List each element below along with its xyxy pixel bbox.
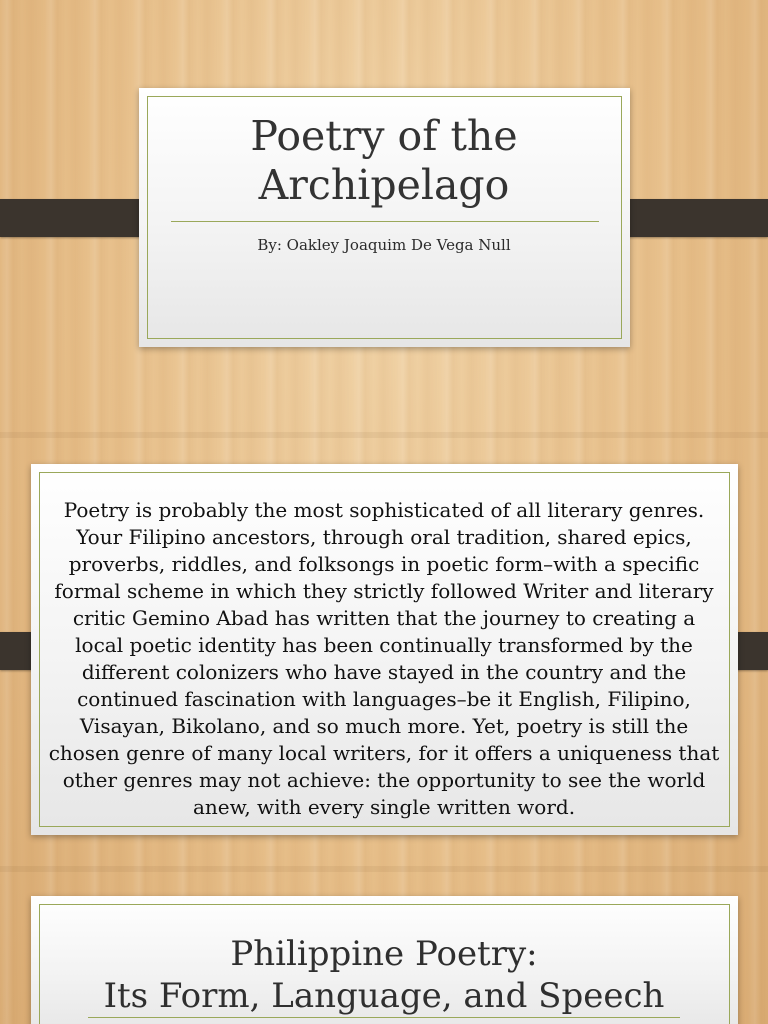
title-line-1: Poetry of the [250, 112, 518, 160]
section-title [0, 933, 768, 1017]
section-title-line-1: Philippine Poetry: [230, 934, 538, 974]
author-byline: By: Oakley Joaquim De Vega Null [257, 236, 511, 254]
body-paragraph: Poetry is probably the most sophisticated of all literary genres. Your Filipino ancestors, through oral tradition, shared epics, proverbs, riddles, and folksongs in poetic form–with a specific formal scheme in which they strictly followed Writer and literary critic Gemino Abad has written that the journey to creating a local poetic identity has been continually transformed by the different colonizers who have stayed in the country and the continued fascination with languages–be it English, Filipino, Visayan, Bikolano, and so much more. Yet, poetry is still the chosen genre of many local writers, for it offers a uniqueness that other genres may not achieve: the opportunity to see the world anew, with every single written word. [48, 498, 720, 819]
slide-separator [0, 432, 768, 438]
section-title-line-2: Its Form, Language, and Speech [103, 976, 665, 1016]
title-divider [171, 221, 599, 222]
section-title-divider [88, 1017, 680, 1018]
title-line-2: Archipelago [258, 161, 510, 209]
presentation-title [0, 112, 768, 210]
